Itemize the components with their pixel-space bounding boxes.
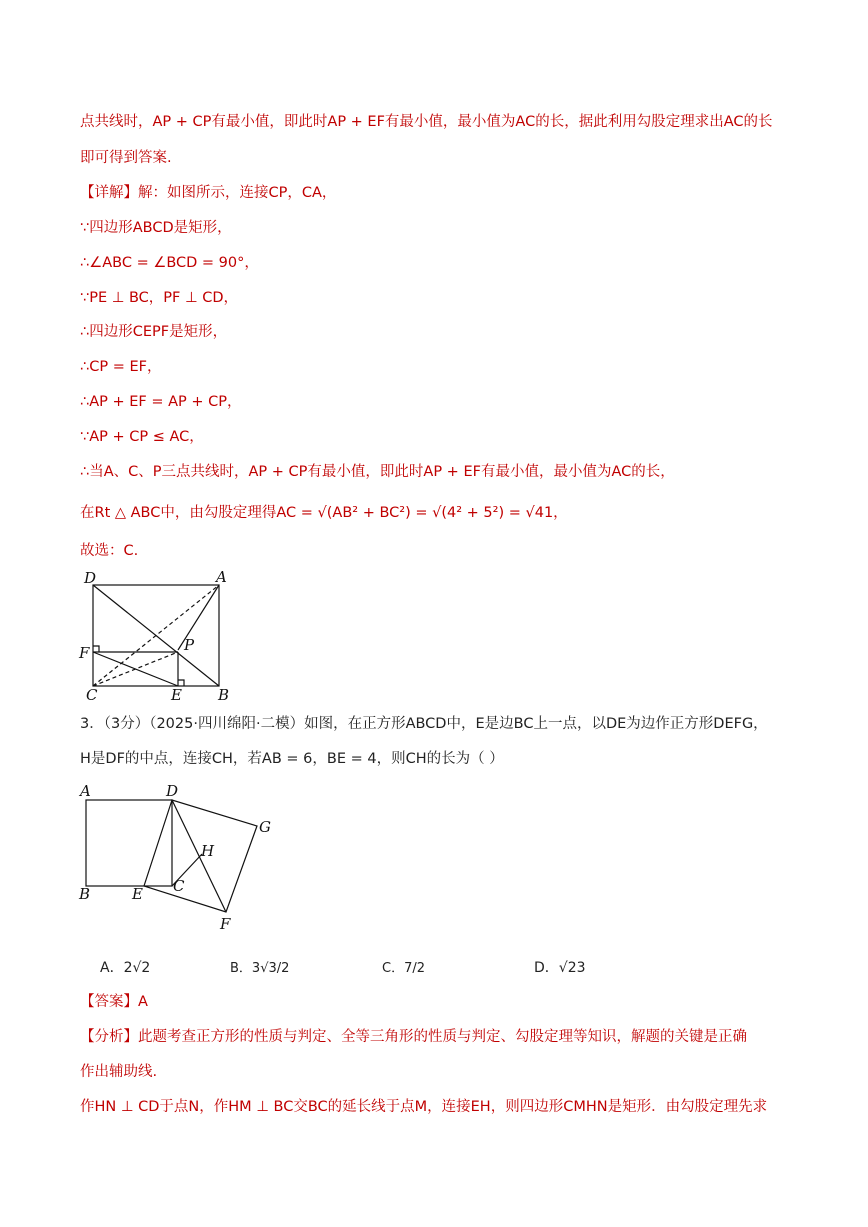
label-A: A bbox=[216, 568, 227, 586]
label-C: C bbox=[173, 877, 185, 895]
option-d: D．√23 bbox=[534, 960, 586, 976]
analysis-line-3: 作HN ⊥ CD于点N，作HM ⊥ BC交BC的延长线于点M，连接EH，则四边形CMHN是矩形．由勾股定理先求 bbox=[80, 1099, 768, 1115]
solution-line-13: 故选：C. bbox=[80, 543, 139, 559]
label-H: H bbox=[201, 842, 215, 860]
solution-line-1: 点共线时，AP + CP有最小值，即此时AP + EF有最小值，最小值为AC的长，据此利用勾股定理求出AC的长 bbox=[80, 114, 773, 130]
label-D: D bbox=[84, 569, 97, 587]
option-a: A．2√2 bbox=[100, 960, 151, 976]
label-E: E bbox=[132, 885, 143, 903]
label-P: P bbox=[184, 636, 195, 654]
question3-line-2: H是DF的中点，连接CH，若AB = 6，BE = 4，则CH的长为（ ） bbox=[80, 751, 504, 767]
label-B: B bbox=[218, 686, 230, 702]
solution-line-7: ∴四边形CEPF是矩形， bbox=[80, 324, 228, 340]
label-F: F bbox=[220, 915, 231, 932]
label-E: E bbox=[171, 686, 182, 702]
solution-line-11: ∴当A、C、P三点共线时，AP + CP有最小值，即此时AP + EF有最小值，最小值为AC的长， bbox=[80, 464, 675, 480]
label-G: G bbox=[259, 818, 271, 836]
solution-line-9: ∴AP + EF = AP + CP， bbox=[80, 394, 242, 410]
solution-detail-header: 【详解】解：如图所示，连接CP，CA， bbox=[80, 185, 337, 201]
label-D: D bbox=[166, 782, 179, 800]
question3-line-1: 3．（3分）（2025·四川绵阳·二模）如图，在正方形ABCD中，E是边BC上一点，以DE为边作正方形DEFG， bbox=[80, 716, 768, 732]
answer-line: 【答案】A bbox=[80, 994, 148, 1010]
rectangle-figure bbox=[76, 566, 236, 702]
label-B: B bbox=[79, 885, 91, 903]
solution-line-6: ∵PE ⊥ BC，PF ⊥ CD， bbox=[80, 290, 239, 306]
solution-line-8: ∴CP = EF， bbox=[80, 359, 162, 375]
solution-line-2: 即可得到答案. bbox=[80, 150, 172, 166]
solution-line-4: ∵四边形ABCD是矩形， bbox=[80, 220, 232, 236]
solution-line-10: ∵AP + CP ≤ AC， bbox=[80, 429, 204, 445]
label-F: F bbox=[79, 644, 90, 662]
label-A: A bbox=[80, 782, 91, 800]
solution-line-5: ∴∠ABC = ∠BCD = 90°， bbox=[80, 255, 259, 271]
solution-line-12: 在Rt △ ABC中，由勾股定理得AC = √(AB² + BC²) = √(4² + 5²) = √41， bbox=[80, 505, 568, 521]
option-c: C．7/2 bbox=[382, 961, 425, 976]
label-C: C bbox=[86, 686, 98, 702]
analysis-line-1: 【分析】此题考查正方形的性质与判定、全等三角形的性质与判定、勾股定理等知识，解题的关键是正确 bbox=[80, 1029, 747, 1045]
analysis-line-2: 作出辅助线. bbox=[80, 1064, 158, 1080]
option-b: B．3√3/2 bbox=[230, 961, 290, 976]
square-figure bbox=[76, 778, 286, 932]
